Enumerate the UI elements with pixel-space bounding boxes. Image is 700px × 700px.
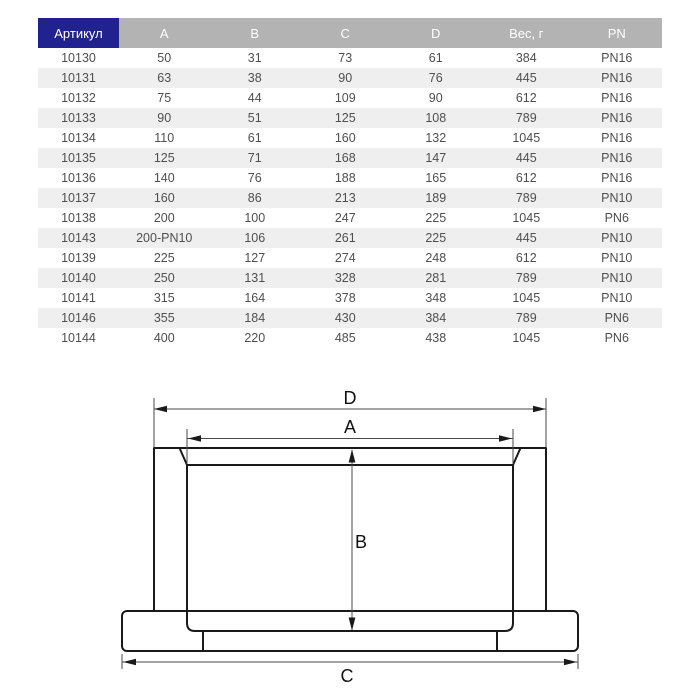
dim-b-arrow-top-icon: [349, 450, 356, 463]
table-cell-a: 140: [153, 171, 175, 185]
table-cell-weight: 384: [515, 51, 537, 65]
table-cell-article: 10133: [61, 111, 96, 125]
table-cell-weight: 1045: [512, 331, 541, 345]
table-cell-d: 132: [425, 131, 447, 145]
table-cell-weight: 1045: [512, 291, 541, 305]
table-cell-weight: 445: [515, 231, 537, 245]
table-cell-b: 44: [247, 91, 262, 105]
table-cell-article: 10143: [61, 231, 96, 245]
table-cell-b: 106: [244, 231, 266, 245]
table-cell-article: 10131: [61, 71, 96, 85]
table-cell-c: 261: [334, 231, 356, 245]
table-cell-article: 10132: [61, 91, 96, 105]
table-cell-c: 213: [334, 191, 356, 205]
table-cell-b: 38: [247, 71, 262, 85]
socket-cavity-outline: [187, 465, 513, 631]
table-cell-b: 220: [244, 331, 266, 345]
table-cell-a: 400: [153, 331, 175, 345]
table-cell-article: 10140: [61, 271, 96, 285]
table-cell-b: 131: [244, 271, 266, 285]
table-cell-pn: PN16: [601, 91, 633, 105]
table-cell-article: 10130: [61, 51, 96, 65]
table-cell-article: 10139: [61, 251, 96, 265]
table-cell-d: 348: [425, 291, 447, 305]
table-cell-c: 168: [334, 151, 356, 165]
table-cell-a: 315: [153, 291, 175, 305]
table-cell-pn: PN16: [601, 111, 633, 125]
table-cell-c: 160: [334, 131, 356, 145]
table-cell-article: 10136: [61, 171, 96, 185]
dim-label-c: C: [340, 666, 354, 686]
table-cell-b: 71: [247, 151, 262, 165]
table-cell-c: 378: [334, 291, 356, 305]
table-cell-c: 109: [334, 91, 356, 105]
table-cell-article: 10144: [61, 331, 96, 345]
table-cell-a: 75: [157, 91, 172, 105]
table-cell-a: 225: [153, 251, 175, 265]
table-cell-weight: 1045: [512, 211, 541, 225]
table-cell-article: 10146: [61, 311, 96, 325]
table-cell-c: 125: [334, 111, 356, 125]
table-cell-d: 281: [425, 271, 447, 285]
table-cell-pn: PN16: [601, 151, 633, 165]
dim-a-arrow-right-icon: [499, 435, 512, 442]
table-cell-weight: 1045: [512, 131, 541, 145]
table-cell-b: 51: [247, 111, 262, 125]
table-cell-weight: 612: [515, 171, 537, 185]
table-cell-d: 225: [425, 211, 447, 225]
table-cell-a: 200: [153, 211, 175, 225]
table-cell-weight: 789: [515, 271, 537, 285]
dim-a-arrow-left-icon: [188, 435, 201, 442]
table-cell-c: 73: [338, 51, 353, 65]
table-cell-d: 108: [425, 111, 447, 125]
table-cell-weight: 789: [515, 191, 537, 205]
table-cell-d: 384: [425, 311, 447, 325]
table-cell-a: 125: [153, 151, 175, 165]
table-cell-a: 90: [157, 111, 172, 125]
table-cell-d: 438: [425, 331, 447, 345]
table-cell-c: 188: [334, 171, 356, 185]
dim-label-a: A: [343, 417, 357, 437]
table-cell-pn: PN6: [604, 211, 629, 225]
table-cell-c: 274: [334, 251, 356, 265]
table-cell-b: 164: [244, 291, 266, 305]
table-cell-pn: PN6: [604, 331, 629, 345]
table-cell-a: 355: [153, 311, 175, 325]
dim-label-b: B: [354, 532, 368, 552]
table-cell-b: 100: [244, 211, 266, 225]
table-cell-article: 10141: [61, 291, 96, 305]
table-cell-b: 76: [247, 171, 262, 185]
dim-c-arrow-right-icon: [564, 659, 577, 666]
table-cell-d: 147: [425, 151, 447, 165]
table-cell-pn: PN10: [601, 271, 633, 285]
table-cell-a: 200-PN10: [136, 231, 193, 245]
table-cell-d: 90: [428, 91, 443, 105]
column-header-a: A: [119, 18, 210, 48]
table-cell-pn: PN10: [601, 231, 633, 245]
table-cell-d: 76: [428, 71, 443, 85]
table-cell-b: 61: [247, 131, 262, 145]
table-cell-weight: 612: [515, 251, 537, 265]
chamfer-right: [513, 448, 521, 465]
table-cell-d: 165: [425, 171, 447, 185]
column-header-d: D: [391, 18, 482, 48]
table-cell-pn: PN16: [601, 51, 633, 65]
table-cell-c: 247: [334, 211, 356, 225]
table-cell-article: 10135: [61, 151, 96, 165]
chamfer-left: [180, 448, 188, 465]
column-header-weight: Вес, г: [481, 18, 572, 48]
table-cell-pn: PN16: [601, 171, 633, 185]
table-cell-article: 10138: [61, 211, 96, 225]
table-cell-c: 485: [334, 331, 356, 345]
dim-d-arrow-left-icon: [154, 406, 167, 413]
table-cell-weight: 612: [515, 91, 537, 105]
table-cell-a: 63: [157, 71, 172, 85]
body-outline: [154, 448, 546, 611]
table-cell-weight: 789: [515, 311, 537, 325]
column-header-b: B: [210, 18, 301, 48]
table-cell-a: 160: [153, 191, 175, 205]
table-cell-weight: 445: [515, 151, 537, 165]
column-header-pn: PN: [572, 18, 663, 48]
table-cell-a: 250: [153, 271, 175, 285]
table-cell-b: 127: [244, 251, 266, 265]
table-cell-pn: PN6: [604, 311, 629, 325]
table-cell-weight: 445: [515, 71, 537, 85]
table-cell-pn: PN16: [601, 131, 633, 145]
table-cell-c: 90: [338, 71, 353, 85]
table-cell-a: 110: [154, 131, 175, 145]
column-header-article: Артикул: [38, 18, 119, 48]
table-cell-pn: PN10: [601, 251, 633, 265]
column-header-c: C: [300, 18, 391, 48]
table-cell-d: 189: [425, 191, 447, 205]
dim-c-arrow-left-icon: [123, 659, 136, 666]
table-cell-b: 86: [247, 191, 262, 205]
table-cell-d: 225: [425, 231, 447, 245]
table-cell-pn: PN10: [601, 291, 633, 305]
table-cell-a: 50: [157, 51, 172, 65]
dim-d-arrow-right-icon: [533, 406, 546, 413]
table-cell-b: 184: [244, 311, 266, 325]
table-cell-b: 31: [247, 51, 262, 65]
table-cell-pn: PN16: [601, 71, 633, 85]
table-cell-c: 328: [334, 271, 356, 285]
table-cell-d: 248: [425, 251, 447, 265]
table-cell-article: 10134: [61, 131, 96, 145]
table-cell-article: 10137: [61, 191, 96, 205]
dim-b-arrow-bottom-icon: [349, 618, 356, 631]
table-cell-d: 61: [428, 51, 443, 65]
table-cell-weight: 789: [515, 111, 537, 125]
dim-label-d: D: [343, 388, 357, 408]
table-cell-pn: PN10: [601, 191, 633, 205]
table-cell-c: 430: [334, 311, 356, 325]
